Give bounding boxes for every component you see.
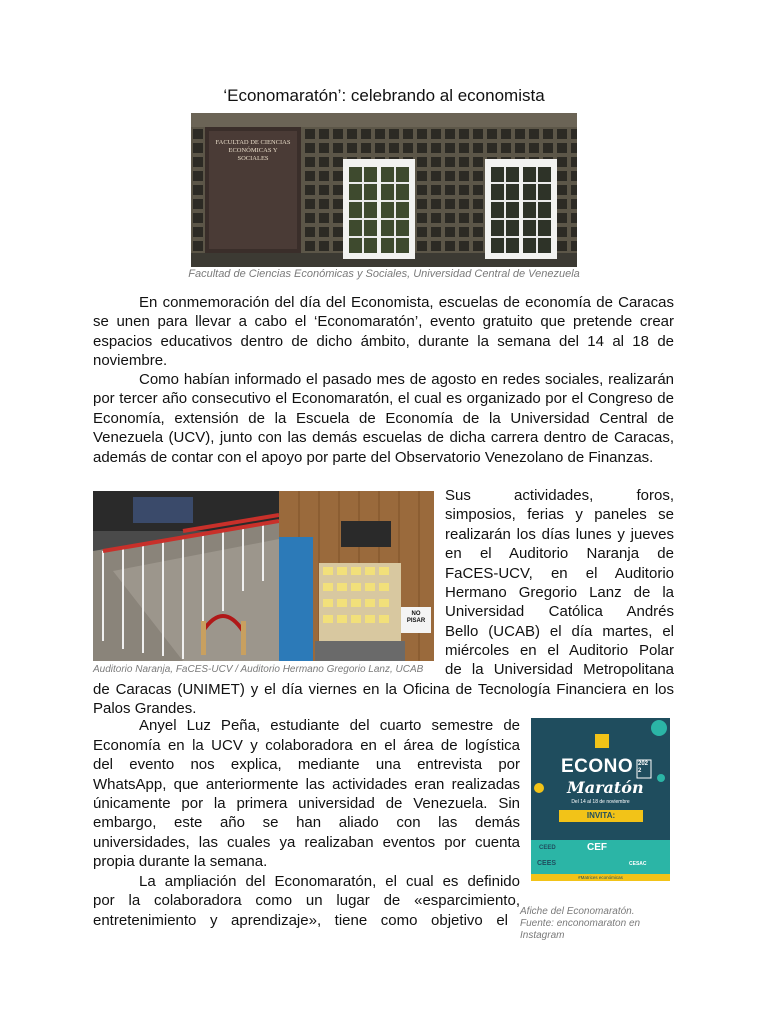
paragraph-3-tail: de Caracas (UNIMET) y el día viernes en la Oficina de Tecnología Financiera en los Palos Grandes.: [93, 681, 674, 718]
poster-year: 2022: [638, 761, 649, 774]
text-line: realizarán los días lunes y jueves: [445, 526, 674, 543]
text-line: Sus actividades, foros,: [445, 487, 674, 504]
text-line: Anyel Luz Peña, estudiante del cuarto semestre de: [139, 717, 520, 734]
auditorium-photo-left: [93, 491, 279, 661]
poster-dates: Del 14 al 18 de noviembre: [571, 799, 630, 805]
auditorium-lanz-illustration: [279, 491, 434, 661]
poster-logo-3: CEES: [537, 860, 557, 867]
poster-logo-4: CESAC: [629, 861, 647, 867]
paragraph-1: En conmemoración del día del Economista, escuelas de economía de Caracas se unen para llevar a cabo el ‘Economaratón’, evento gratuito que pretende crear espacios educativos dentro de dicho ámbito, durante la semana del 14 al 18 de noviembre.: [93, 294, 674, 370]
top-photo-caption: Facultad de Ciencias Económicas y Sociales, Universidad Central de Venezuela: [188, 268, 580, 280]
text-line: Economía en la UCV y colaboradora en el área de logística: [93, 737, 520, 754]
text-line: en el Auditorio Naranja de: [445, 545, 674, 562]
auditorium-naranja-illustration: [93, 491, 279, 661]
paragraph-2: Como habían informado el pasado mes de agosto en redes sociales, realizarán por tercer año consecutivo el Economaratón, el cual es organizado por el Congreso de Economía, extensión de la Escuela de Economía de la Universidad Central de Venezuela (UCV), junto con las demás escuelas de dicha carrera dentro de Caracas, además de contar con el apoyo por parte del Observatorio Venezolano de Finanzas.: [93, 371, 674, 466]
text-line: por la colaboradora como un lugar de «esparcimiento,: [93, 892, 520, 909]
poster-title-econo: ECONO: [561, 756, 634, 777]
poster-caption: Afiche del Economaratón. Fuente: enconomaraton en Instagram: [520, 906, 641, 941]
article-title: ‘Economaratón’: celebrando al economista: [223, 86, 545, 105]
text-line: WhatsApp, que anteriormente las actividades eran realizadas: [93, 776, 520, 793]
text-line: Universidad Católica Andrés: [445, 603, 674, 620]
facade-sign-text: FACULTAD DE CIENCIAS ECONÓMICAS Y SOCIALES: [215, 139, 291, 162]
poster-footer: #Matrices económicas: [578, 875, 623, 880]
facade-photo: [191, 113, 577, 267]
text-line: de la Universidad Metropolitana: [445, 661, 674, 678]
text-line: universidades, las cuales ya realizaban eventos por cuenta: [93, 834, 520, 851]
poster-title-maraton: Maratón: [567, 778, 644, 797]
text-line: FaCES-UCV, en el Auditorio: [445, 565, 674, 582]
auditorium-photo-right: [279, 491, 434, 661]
mid-photo-caption: Auditorio Naranja, FaCES-UCV / Auditorio Hermano Gregorio Lanz, UCAB: [93, 664, 424, 675]
poster-invite: INVITA:: [586, 811, 616, 820]
text-line: Hermano Gregorio Lanz de la: [445, 584, 674, 601]
text-line: La ampliación del Economaratón, el cual es definido: [139, 873, 520, 890]
poster-logo-2: CEF: [587, 842, 607, 853]
text-line: embargo, este año se han aliado con las demás: [93, 814, 520, 831]
text-line: Bello (UCAB) el día martes, el: [445, 623, 674, 640]
text-line: del evento nos explica, mediante una entrevista por: [93, 756, 520, 773]
facade-illustration: [191, 113, 577, 267]
no-pisar-sign: NO PISAR: [406, 611, 426, 624]
text-line: entretenimiento y aprendizaje», tiene como objetivo el: [93, 912, 508, 929]
text-line: propia durante la semana.: [93, 853, 268, 870]
poster-logo-1: CEED: [539, 845, 556, 851]
text-line: únicamente por la primera universidad de Venezuela. Sin: [93, 795, 520, 812]
text-line: simposios, ferias y paneles se: [445, 506, 674, 523]
economaraton-poster: [531, 718, 670, 881]
text-line: miércoles en el Auditorio Polar: [445, 642, 674, 659]
